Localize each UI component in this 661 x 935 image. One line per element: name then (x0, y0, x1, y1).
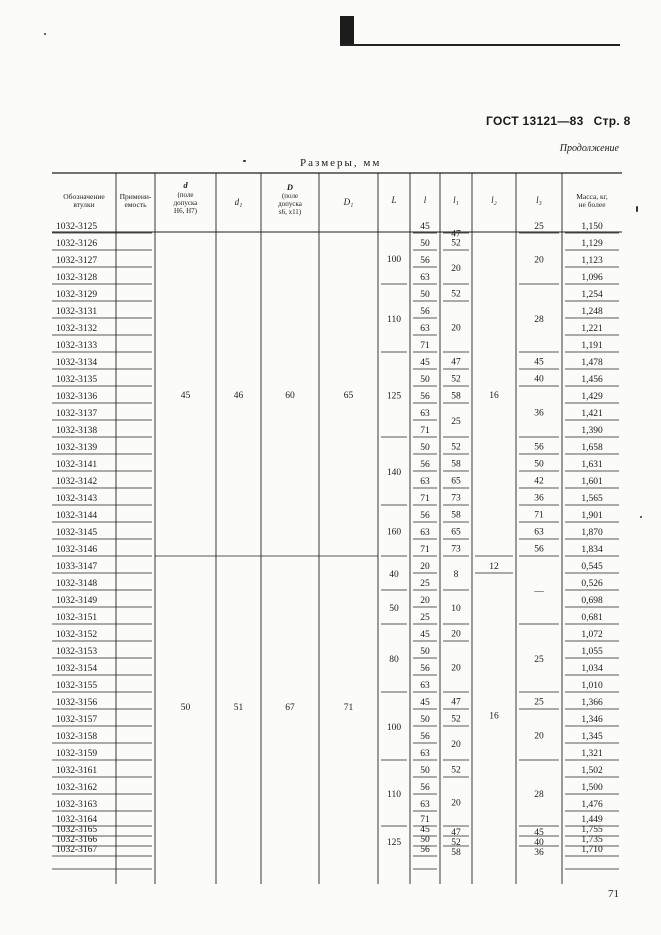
mass-cell: 1,456 (581, 375, 603, 385)
l3-cell: 71 (534, 510, 544, 521)
l-cell: 63 (420, 273, 430, 283)
l-cell: 56 (420, 845, 430, 855)
designation-cell: 1032-3136 (56, 392, 98, 402)
designation-cell: 1032-3129 (56, 290, 98, 300)
designation-cell: 1032-3154 (56, 664, 98, 674)
scan-speck (640, 516, 642, 518)
l-cell: 50 (420, 239, 430, 249)
l3-cell: 45 (534, 828, 544, 838)
l1-cell: 58 (451, 848, 461, 858)
header-l: l (423, 195, 427, 205)
l1-cell: 52 (451, 714, 461, 725)
header-designation: втулки (73, 200, 95, 209)
l2-cell: 16 (489, 711, 499, 722)
l-cell: 50 (420, 290, 430, 300)
l-cell: 20 (420, 562, 430, 572)
designation-cell: 1032-3125 (56, 222, 98, 232)
l3-cell: 20 (534, 731, 544, 742)
mass-cell: 1,248 (581, 307, 603, 317)
mass-cell: 0,698 (581, 596, 603, 606)
designation-cell: 1032-3132 (56, 324, 98, 334)
l1-cell: 25 (451, 417, 461, 427)
mass-cell: 0,681 (581, 613, 603, 623)
header-l2: l₂ (491, 195, 497, 205)
l3-cell: 28 (534, 315, 544, 325)
header-L: L (391, 195, 397, 205)
l1-cell: 20 (451, 798, 461, 809)
mass-cell: 1,123 (581, 256, 603, 266)
header-d-tolerance: допуска (173, 199, 198, 207)
l1-cell: 52 (451, 765, 461, 776)
mass-cell: 1,072 (581, 630, 603, 640)
l1-cell: 20 (451, 629, 461, 640)
l1-cell: 58 (451, 391, 461, 402)
l-cell: 50 (420, 715, 430, 725)
mass-cell: 1,601 (581, 477, 603, 487)
designation-cell: 1032-3127 (56, 256, 98, 266)
l3-cell: 28 (534, 790, 544, 800)
mass-cell: 1,565 (581, 494, 603, 504)
l2-cell: 16 (489, 391, 499, 401)
l-cell: 56 (420, 307, 430, 317)
designation-cell: 1032-3159 (56, 749, 98, 759)
l1-cell: 58 (451, 459, 461, 470)
l-cell: 50 (420, 647, 430, 657)
header-designation: Обозначение (63, 192, 105, 201)
designation-cell: 1032-3165 (56, 825, 98, 835)
l3-cell: 56 (534, 544, 544, 555)
designation-cell: 1032-3148 (56, 579, 98, 589)
l1-cell: 47 (451, 229, 461, 240)
designation-cell: 1032-3149 (56, 596, 98, 606)
header-d-tolerance: (поле (177, 191, 194, 199)
mass-cell: 1,735 (581, 835, 603, 845)
mass-cell: 1,254 (581, 290, 603, 300)
l3-cell: 25 (534, 697, 544, 708)
l1-cell: 10 (451, 604, 461, 614)
mass-cell: 1,502 (581, 766, 603, 776)
continuation-label: Продолжение (559, 143, 619, 154)
mass-cell: 0,545 (581, 562, 603, 572)
l-cell: 45 (420, 825, 430, 835)
l3-cell: 36 (534, 408, 544, 419)
l-cell: 20 (420, 596, 430, 606)
mass-cell: 1,010 (581, 681, 603, 691)
l-cell: 71 (420, 815, 430, 825)
l1-cell: 52 (451, 442, 461, 453)
header-application: емость (124, 200, 147, 209)
designation-cell: 1032-3144 (56, 511, 98, 521)
group-d1-cell: 51 (233, 703, 244, 713)
group-D1-cell: 71 (343, 703, 354, 713)
l1-cell: 73 (451, 493, 461, 504)
mass-cell: 1,366 (581, 698, 603, 708)
l-cell: 56 (420, 664, 430, 674)
designation-cell: 1032-3162 (56, 783, 98, 793)
designation-cell: 1032-3126 (56, 239, 98, 249)
designation-cell: 1032-3158 (56, 732, 98, 742)
header-application: Примени- (119, 192, 152, 201)
mass-cell: 1,500 (581, 783, 603, 793)
header-l1: l₁ (453, 195, 459, 205)
l-cell: 45 (420, 698, 430, 708)
l-cell: 71 (420, 341, 430, 351)
mass-cell: 1,129 (581, 239, 603, 249)
header-mass: не более (578, 200, 606, 209)
l1-cell: 65 (451, 476, 461, 487)
designation-cell: 1032-3134 (56, 358, 98, 368)
group-d-cell: 50 (180, 703, 191, 713)
mass-cell: 1,150 (581, 222, 603, 232)
designation-cell: 1032-3135 (56, 375, 98, 385)
designation-cell: 1032-3142 (56, 477, 98, 487)
header-D: D (286, 182, 294, 192)
mass-cell: 1,870 (581, 528, 603, 538)
l-cell: 63 (420, 528, 430, 538)
l1-cell: 65 (451, 527, 461, 538)
l-cell: 63 (420, 681, 430, 691)
l1-cell: 20 (451, 323, 461, 334)
header-d1: d₁ (234, 197, 243, 207)
group-D-cell: 67 (285, 703, 295, 713)
l-cell: 63 (420, 749, 430, 759)
page-number: 71 (608, 888, 619, 900)
mass-cell: 1,390 (581, 426, 603, 436)
scan-speck (636, 206, 638, 212)
designation-cell: 1032-3152 (56, 630, 98, 640)
designation-cell: 1032-3141 (56, 460, 98, 470)
scan-speck (44, 33, 46, 35)
l-cell: 63 (420, 477, 430, 487)
l-cell: 45 (420, 630, 430, 640)
group-d1-cell: 46 (233, 391, 244, 401)
designation-cell: 1032-3167 (56, 845, 98, 855)
mass-cell: 1,055 (581, 647, 603, 657)
l-cell: 56 (420, 511, 430, 521)
designation-cell: 1032-3155 (56, 681, 98, 691)
l3-cell: 50 (534, 459, 544, 470)
l-cell: 25 (420, 613, 430, 623)
group-D1-cell: 65 (343, 391, 354, 401)
L-cell: 110 (387, 315, 401, 325)
l-cell: 63 (420, 800, 430, 810)
dimensions-caption: Размеры, мм (300, 157, 382, 169)
header-d: d (183, 180, 188, 190)
l-cell: 25 (420, 579, 430, 589)
designation-cell: 1032-3145 (56, 528, 98, 538)
header-D1: D₁ (343, 197, 354, 207)
l3-cell: 25 (534, 655, 544, 665)
header-D-tolerance: s6, x11) (278, 208, 302, 216)
designation-cell: 1032-3131 (56, 307, 98, 317)
l1-cell: 20 (451, 663, 461, 674)
designation-cell: 1032-3153 (56, 647, 98, 657)
l1-cell: 20 (451, 264, 461, 274)
l1-cell: 52 (451, 838, 461, 848)
l3-cell: 36 (534, 848, 544, 858)
mass-cell: 1,221 (581, 324, 603, 334)
l-cell: 56 (420, 783, 430, 793)
l3-cell: 56 (534, 442, 544, 453)
designation-cell: 1032-3137 (56, 409, 98, 419)
l1-cell: 52 (451, 374, 461, 385)
designation-cell: 1032-3146 (56, 545, 98, 555)
l3-cell: 25 (534, 222, 544, 232)
standard-number: ГОСТ 13121—83 (486, 114, 584, 128)
mass-cell: 1,631 (581, 460, 603, 470)
l3-cell: 20 (534, 255, 544, 266)
mass-cell: 1,321 (581, 749, 603, 759)
l-cell: 50 (420, 443, 430, 453)
L-cell: 110 (387, 790, 401, 800)
designation-cell: 1032-3164 (56, 815, 98, 825)
l-cell: 45 (420, 222, 430, 232)
L-cell: 125 (386, 838, 402, 848)
designation-cell: 1032-3157 (56, 715, 98, 725)
l1-cell: 47 (451, 828, 461, 838)
designation-cell: 1033-3147 (56, 562, 98, 572)
mass-cell: 0,526 (581, 579, 603, 589)
designation-cell: 1032-3133 (56, 341, 98, 351)
mass-cell: 1,478 (581, 358, 603, 368)
scan-speck (243, 160, 246, 162)
mass-cell: 1,449 (581, 815, 603, 825)
l-cell: 45 (420, 358, 430, 368)
l1-cell: 58 (451, 510, 461, 521)
l1-cell: 47 (451, 697, 461, 708)
designation-cell: 1032-3161 (56, 766, 98, 776)
designation-cell: 1032-3163 (56, 800, 98, 810)
group-D-cell: 60 (285, 391, 295, 401)
L-cell: 125 (386, 391, 402, 402)
designation-cell: 1032-3138 (56, 426, 98, 436)
l-cell: 71 (420, 494, 430, 504)
header-mass: Масса, кг, (576, 192, 608, 201)
mass-cell: 1,034 (581, 664, 603, 674)
l-cell: 56 (420, 256, 430, 266)
l1-cell: 8 (453, 570, 459, 580)
mass-cell: 1,429 (581, 392, 603, 402)
header-d-tolerance: H6, H7) (174, 207, 197, 215)
L-cell: 100 (386, 255, 402, 265)
mass-cell: 1,901 (581, 511, 603, 521)
l-cell: 56 (420, 392, 430, 402)
l1-cell: 20 (451, 740, 461, 750)
L-cell: 40 (389, 570, 399, 580)
mass-cell: 1,476 (581, 800, 603, 810)
L-cell: 140 (386, 468, 402, 478)
l1-cell: 73 (451, 544, 461, 555)
header-D-tolerance: (поле (281, 192, 299, 200)
l-cell: 50 (420, 375, 430, 385)
mass-cell: 1,346 (581, 715, 603, 725)
l1-cell: 52 (451, 238, 461, 249)
mass-cell: 1,834 (581, 545, 603, 555)
designation-cell: 1032-3151 (56, 613, 98, 623)
l-cell: 63 (420, 409, 430, 419)
l2-cell: 12 (489, 562, 499, 572)
l-cell: 56 (420, 460, 430, 470)
mass-cell: 1,191 (581, 341, 603, 351)
group-d-cell: 45 (180, 391, 191, 401)
l1-cell: 52 (451, 289, 461, 300)
L-cell: 100 (386, 723, 402, 733)
l-cell: 71 (420, 545, 430, 555)
l3-cell: 42 (534, 476, 544, 487)
page-label: Стр. 8 (593, 114, 631, 128)
mass-cell: 1,658 (581, 443, 603, 453)
header-l3: l₃ (536, 195, 542, 205)
header-D-tolerance: допуска (278, 200, 302, 208)
designation-cell: 1032-3139 (56, 443, 98, 453)
l-cell: 56 (420, 732, 430, 742)
mass-cell: 1,096 (581, 273, 603, 283)
mass-cell: 1,421 (581, 409, 603, 419)
designation-cell: 1032-3128 (56, 273, 98, 283)
l3-cell: 40 (534, 374, 544, 385)
mass-cell: 1,345 (581, 732, 603, 742)
designation-cell: 1032-3143 (56, 494, 98, 504)
l3-cell: 45 (534, 357, 544, 368)
L-cell: 50 (389, 604, 399, 614)
designation-cell: 1032-3156 (56, 698, 98, 708)
l-cell: 63 (420, 324, 430, 334)
L-cell: 160 (386, 527, 402, 538)
l1-cell: 47 (451, 357, 461, 368)
l3-cell: 63 (534, 527, 544, 538)
mass-cell: 1,755 (581, 825, 603, 835)
l3-cell: 40 (534, 838, 544, 848)
l-cell: 50 (420, 835, 430, 845)
l3-cell: 36 (534, 493, 544, 504)
L-cell: 80 (389, 655, 399, 665)
l-cell: 71 (420, 426, 430, 436)
l-cell: 50 (420, 766, 430, 776)
mass-cell: 1,710 (581, 845, 603, 855)
l3-cell: — (534, 587, 544, 597)
designation-cell: 1032-3166 (56, 835, 98, 845)
